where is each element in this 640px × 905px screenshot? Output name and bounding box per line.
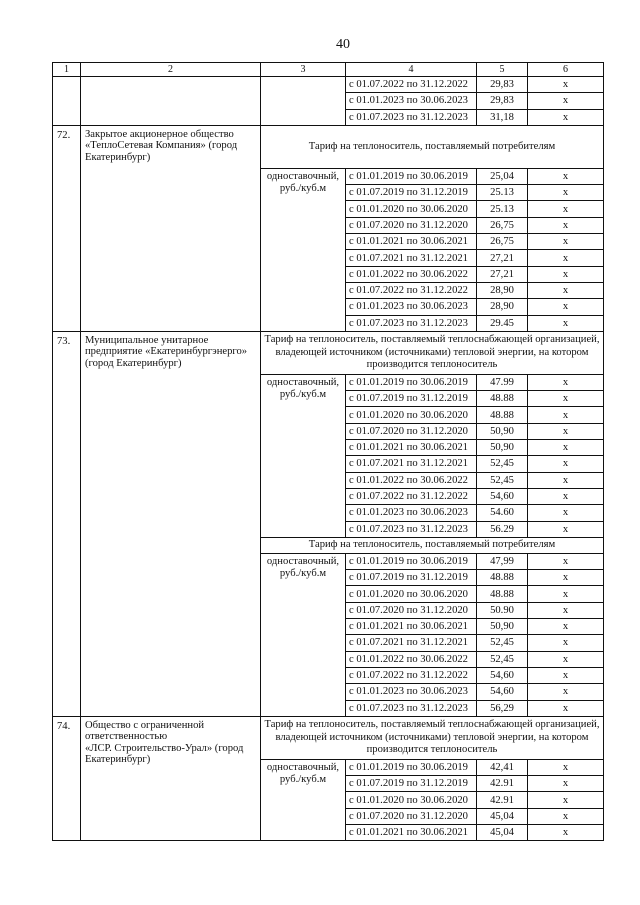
mark-cell: х (528, 684, 604, 700)
period-cell: с 01.01.2020 по 30.06.2020 (346, 407, 477, 423)
period-cell: с 01.07.2023 по 31.12.2023 (346, 315, 477, 331)
period-cell: с 01.01.2023 по 30.06.2023 (346, 299, 477, 315)
mark-cell: х (528, 553, 604, 569)
mark-cell: х (528, 185, 604, 201)
mark-cell: х (528, 109, 604, 125)
tariff-value-cell: 29,83 (477, 93, 528, 109)
mark-cell: х (528, 315, 604, 331)
period-cell: с 01.01.2021 по 30.06.2021 (346, 619, 477, 635)
tariff-value-cell: 42.91 (477, 792, 528, 808)
tariff-title-cell-line: производится теплоноситель (366, 359, 498, 371)
unit-cell (261, 759, 346, 840)
mark-cell: х (528, 77, 604, 93)
period-cell: с 01.01.2021 по 30.06.2021 (346, 824, 477, 840)
tariff-value-cell: 50,90 (477, 423, 528, 439)
tariff-value-cell: 29,83 (477, 77, 528, 93)
period-cell: с 01.01.2020 по 30.06.2020 (346, 201, 477, 217)
mark-cell: х (528, 299, 604, 315)
table-row (53, 77, 604, 93)
table-header (53, 63, 604, 77)
org-name-cell-line: (город Екатеринбург) (85, 357, 182, 369)
unit-cell (261, 168, 346, 331)
period-cell: с 01.07.2020 по 31.12.2020 (346, 423, 477, 439)
tariff-value-cell: 52,45 (477, 635, 528, 651)
column-header-2: 2 (81, 63, 261, 77)
column-header-4: 4 (346, 63, 477, 77)
column-header-5: 5 (477, 63, 528, 77)
tariff-title-cell-line: владеющей источником (источниками) тепловой энергии, на котором (275, 346, 589, 358)
tariff-value-cell: 25.13 (477, 201, 528, 217)
tariff-value-cell: 48.88 (477, 570, 528, 586)
tariff-value-cell: 45,04 (477, 808, 528, 824)
mark-cell: х (528, 824, 604, 840)
mark-cell: х (528, 391, 604, 407)
unit-cell-line: руб./куб.м (279, 182, 327, 194)
mark-cell: х (528, 667, 604, 683)
org-name-cell-line: «ЛСР. Строительство-Урал» (город (85, 742, 244, 754)
tariff-value-cell: 56,29 (477, 700, 528, 716)
period-cell: с 01.07.2019 по 31.12.2019 (346, 185, 477, 201)
period-cell: с 01.01.2022 по 30.06.2022 (346, 651, 477, 667)
period-cell: с 01.07.2019 по 31.12.2019 (346, 570, 477, 586)
period-cell: с 01.07.2019 по 31.12.2019 (346, 776, 477, 792)
tariff-value-cell: 50,90 (477, 619, 528, 635)
mark-cell: х (528, 250, 604, 266)
org-name-cell-line: Общество с ограниченной (85, 719, 205, 731)
period-cell: с 01.07.2020 по 31.12.2020 (346, 602, 477, 618)
mark-cell: х (528, 217, 604, 233)
tariff-title-cell (261, 716, 604, 759)
period-cell: с 01.07.2022 по 31.12.2022 (346, 77, 477, 93)
tariff-value-cell: 48.88 (477, 407, 528, 423)
mark-cell: х (528, 234, 604, 250)
tariff-title-cell (261, 331, 604, 374)
mark-cell: х (528, 201, 604, 217)
mark-cell: х (528, 792, 604, 808)
tariff-header-row (53, 331, 604, 374)
period-cell: с 01.01.2022 по 30.06.2022 (346, 266, 477, 282)
unit-cell (261, 374, 346, 537)
org-name-cell-line: предприятие «Екатеринбургэнерго» (85, 346, 248, 358)
mark-cell: х (528, 759, 604, 775)
tariff-value-cell: 28,90 (477, 282, 528, 298)
tariff-title-cell-line: Тариф на теплоноситель, поставляемый теплоснабжающей организацией, (264, 719, 600, 731)
period-cell: с 01.07.2022 по 31.12.2022 (346, 282, 477, 298)
mark-cell: х (528, 407, 604, 423)
mark-cell: х (528, 776, 604, 792)
tariff-value-cell: 42.91 (477, 776, 528, 792)
tariff-value-cell: 54,60 (477, 684, 528, 700)
period-cell: с 01.01.2020 по 30.06.2020 (346, 792, 477, 808)
period-cell: с 01.01.2019 по 30.06.2019 (346, 168, 477, 184)
unit-cell-line: одноставочный, (266, 170, 340, 182)
mark-cell: х (528, 168, 604, 184)
period-cell: с 01.01.2023 по 30.06.2023 (346, 505, 477, 521)
tariff-header-row (53, 125, 604, 168)
tariff-value-cell: 47.99 (477, 374, 528, 390)
tariff-value-cell: 26,75 (477, 217, 528, 233)
org-name-cell (81, 331, 261, 716)
period-cell: с 01.07.2019 по 31.12.2019 (346, 391, 477, 407)
tariff-value-cell: 47,99 (477, 553, 528, 569)
mark-cell: х (528, 635, 604, 651)
column-header-1: 1 (53, 63, 81, 77)
mark-cell: х (528, 374, 604, 390)
org-number-cell: 74. (53, 716, 81, 840)
mark-cell: х (528, 602, 604, 618)
tariff-value-cell: 42,41 (477, 759, 528, 775)
period-cell: с 01.01.2019 по 30.06.2019 (346, 374, 477, 390)
mark-cell: х (528, 282, 604, 298)
mark-cell: х (528, 700, 604, 716)
column-header-row (53, 63, 604, 77)
period-cell: с 01.07.2022 по 31.12.2022 (346, 488, 477, 504)
mark-cell: х (528, 505, 604, 521)
column-header-3: 3 (261, 63, 346, 77)
org-name-cell (81, 716, 261, 840)
unit-cell-line: руб./куб.м (279, 388, 327, 400)
org-name-cell-line: Екатеринбург) (85, 754, 151, 766)
tariff-value-cell: 54.60 (477, 505, 528, 521)
period-cell: с 01.07.2021 по 31.12.2021 (346, 250, 477, 266)
tariff-value-cell: 56.29 (477, 521, 528, 537)
period-cell: с 01.01.2021 по 30.06.2021 (346, 234, 477, 250)
tariff-value-cell: 52,45 (477, 456, 528, 472)
tariff-value-cell: 54,60 (477, 488, 528, 504)
org-number-cell: 72. (53, 125, 81, 331)
tariff-title-cell-line: производится теплоноситель (366, 744, 498, 756)
period-cell: с 01.07.2020 по 31.12.2020 (346, 217, 477, 233)
org-name-cell-line: Закрытое акционерное общество (85, 128, 234, 140)
unit-cell-line: руб./куб.м (279, 773, 327, 785)
period-cell: с 01.07.2023 по 31.12.2023 (346, 109, 477, 125)
mark-cell: х (528, 651, 604, 667)
tariff-value-cell: 27,21 (477, 266, 528, 282)
tariff-value-cell: 54,60 (477, 667, 528, 683)
tariff-title-cell-line: Тариф на теплоноситель, поставляемый потребителям (308, 140, 556, 152)
tariff-value-cell: 48.88 (477, 391, 528, 407)
tariff-title-cell-line: Тариф на теплоноситель, поставляемый потребителям (308, 539, 556, 551)
tariff-value-cell: 25.13 (477, 185, 528, 201)
period-cell: с 01.01.2020 по 30.06.2020 (346, 586, 477, 602)
tariff-title-cell-line: владеющей источником (источниками) тепловой энергии, на котором (275, 731, 589, 743)
empty-number-cell (53, 77, 81, 126)
tariff-value-cell: 45,04 (477, 824, 528, 840)
column-header-6: 6 (528, 63, 604, 77)
tariff-value-cell: 26,75 (477, 234, 528, 250)
period-cell: с 01.07.2020 по 31.12.2020 (346, 808, 477, 824)
period-cell: с 01.07.2023 по 31.12.2023 (346, 700, 477, 716)
org-number-cell: 73. (53, 331, 81, 716)
mark-cell: х (528, 423, 604, 439)
period-cell: с 01.01.2021 по 30.06.2021 (346, 440, 477, 456)
unit-cell-line: одноставочный, (266, 376, 340, 388)
period-cell: с 01.07.2021 по 31.12.2021 (346, 635, 477, 651)
org-name-cell-line: Муниципальное унитарное (85, 334, 209, 346)
tariff-value-cell: 28,90 (477, 299, 528, 315)
tariff-value-cell: 31,18 (477, 109, 528, 125)
unit-cell-line: одноставочный, (266, 555, 340, 567)
period-cell: с 01.01.2023 по 30.06.2023 (346, 684, 477, 700)
tariff-value-cell: 52,45 (477, 472, 528, 488)
period-cell: с 01.01.2019 по 30.06.2019 (346, 759, 477, 775)
tariff-value-cell: 50.90 (477, 602, 528, 618)
period-cell: с 01.07.2022 по 31.12.2022 (346, 667, 477, 683)
tariff-title-cell (261, 125, 604, 168)
org-name-cell-line: «ТеплоСетевая Компания» (город (85, 140, 238, 152)
tariff-value-cell: 25,04 (477, 168, 528, 184)
org-name-cell-line: ответственностью (85, 731, 168, 743)
org-name-cell-line: Екатеринбург) (85, 151, 151, 163)
empty-unit-cell (261, 77, 346, 126)
empty-name-cell (81, 77, 261, 126)
mark-cell: х (528, 456, 604, 472)
mark-cell: х (528, 472, 604, 488)
period-cell: с 01.07.2021 по 31.12.2021 (346, 456, 477, 472)
tariff-table (52, 62, 604, 841)
period-cell: с 01.01.2023 по 30.06.2023 (346, 93, 477, 109)
tariff-title-cell (261, 537, 604, 553)
mark-cell: х (528, 266, 604, 282)
tariff-value-cell: 50,90 (477, 440, 528, 456)
period-cell: с 01.07.2023 по 31.12.2023 (346, 521, 477, 537)
table-body (53, 77, 604, 841)
tariff-value-cell: 48.88 (477, 586, 528, 602)
period-cell: с 01.01.2019 по 30.06.2019 (346, 553, 477, 569)
mark-cell: х (528, 93, 604, 109)
mark-cell: х (528, 570, 604, 586)
mark-cell: х (528, 619, 604, 635)
tariff-value-cell: 27,21 (477, 250, 528, 266)
mark-cell: х (528, 488, 604, 504)
page-number: 40 (336, 37, 350, 52)
mark-cell: х (528, 440, 604, 456)
mark-cell: х (528, 808, 604, 824)
period-cell: с 01.01.2022 по 30.06.2022 (346, 472, 477, 488)
tariff-title-cell-line: Тариф на теплоноситель, поставляемый теплоснабжающей организацией, (264, 334, 600, 346)
mark-cell: х (528, 586, 604, 602)
unit-cell (261, 553, 346, 716)
unit-cell-line: одноставочный, (266, 761, 340, 773)
mark-cell: х (528, 521, 604, 537)
tariff-value-cell: 52,45 (477, 651, 528, 667)
org-name-cell (81, 125, 261, 331)
tariff-header-row (53, 716, 604, 759)
unit-cell-line: руб./куб.м (279, 567, 327, 579)
tariff-value-cell: 29.45 (477, 315, 528, 331)
